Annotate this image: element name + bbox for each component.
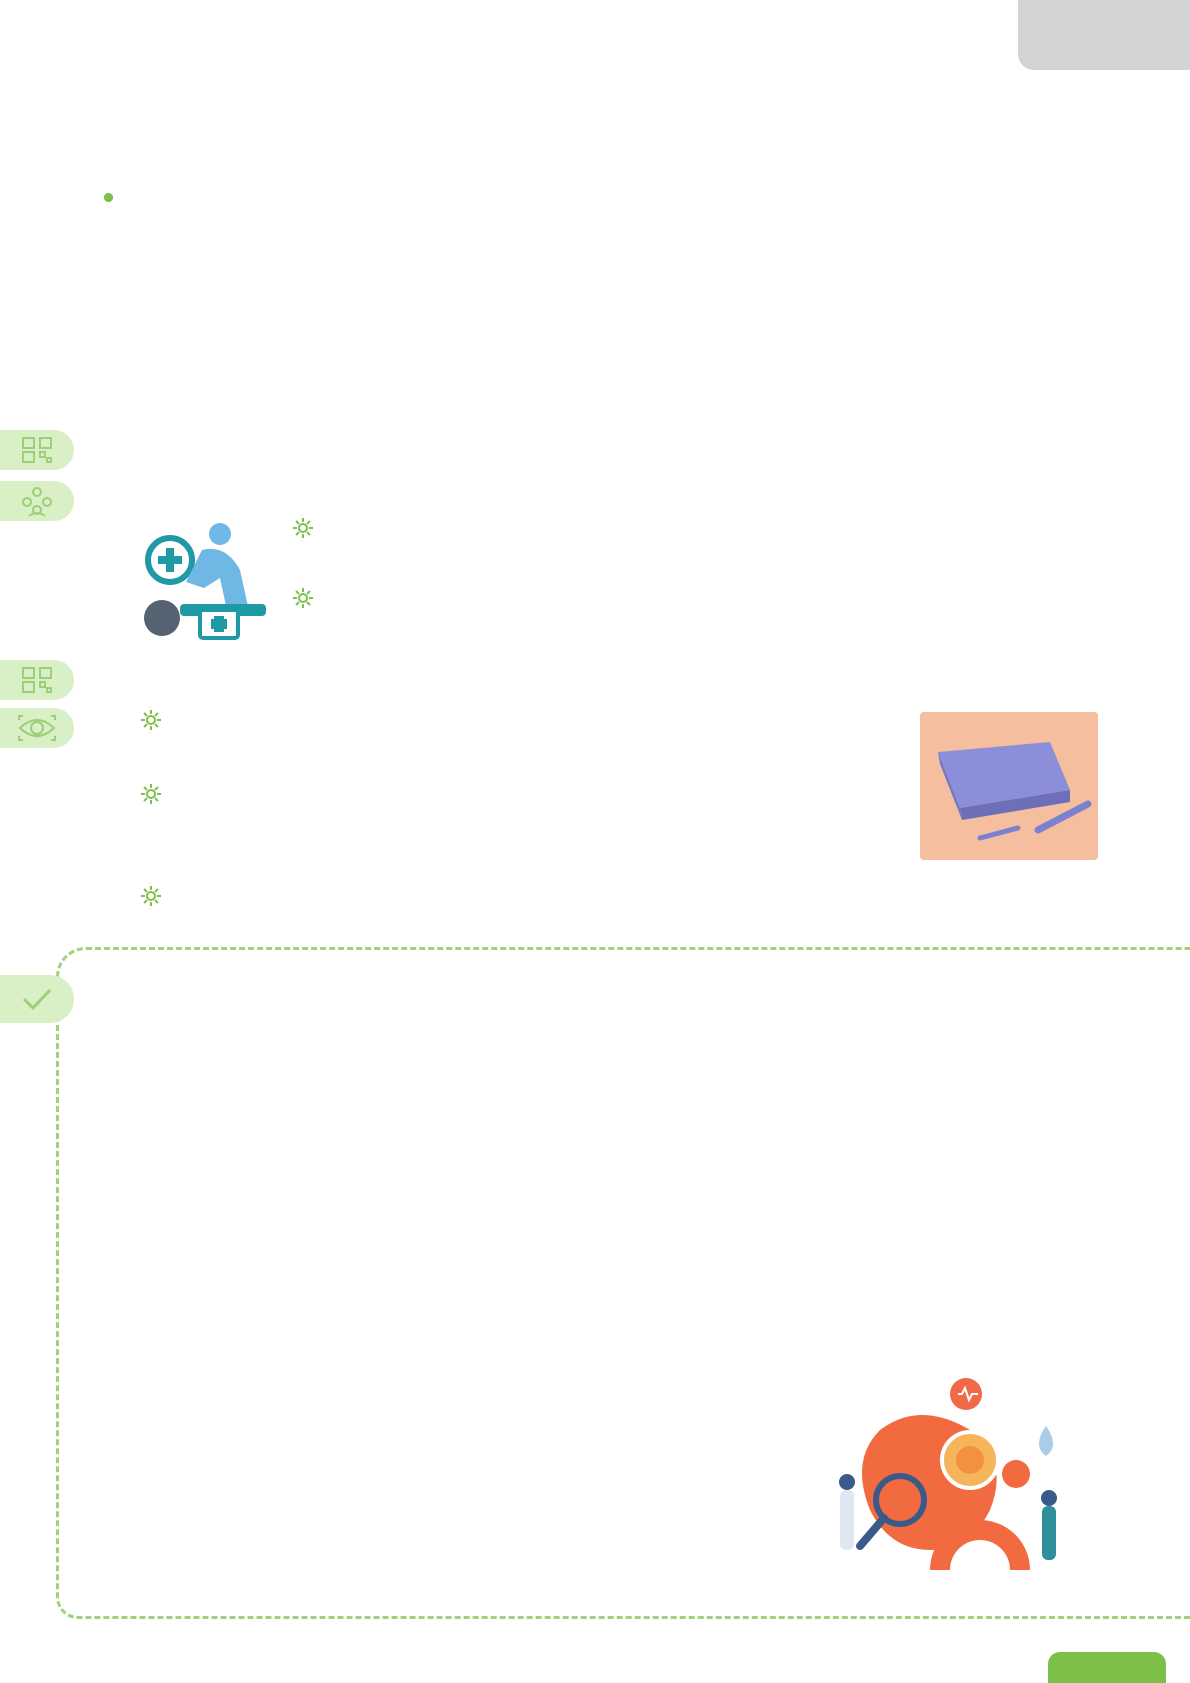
group-work-icon [0,481,74,521]
cpr-illustration [140,520,270,642]
qr-code-icon[interactable] [0,660,74,700]
summary-list [100,975,1098,983]
sun-bullet-icon [140,707,162,742]
checkmark-icon [0,975,74,1023]
heart-cholesterol-illustration [820,1370,1078,1578]
table-of-contents-tab[interactable] [1018,0,1190,70]
bottom-dash-divider [20,1641,1170,1645]
qr-code-icon[interactable] [0,430,74,470]
top-dot-divider [20,42,1030,56]
sun-bullet-icon [292,515,314,550]
notebook-photo [920,712,1098,860]
sun-bullet-icon [140,883,162,918]
eye-observe-icon [0,708,74,748]
sun-bullet-icon [292,585,314,620]
page-number [1048,1652,1166,1683]
sun-bullet-icon [140,781,162,816]
